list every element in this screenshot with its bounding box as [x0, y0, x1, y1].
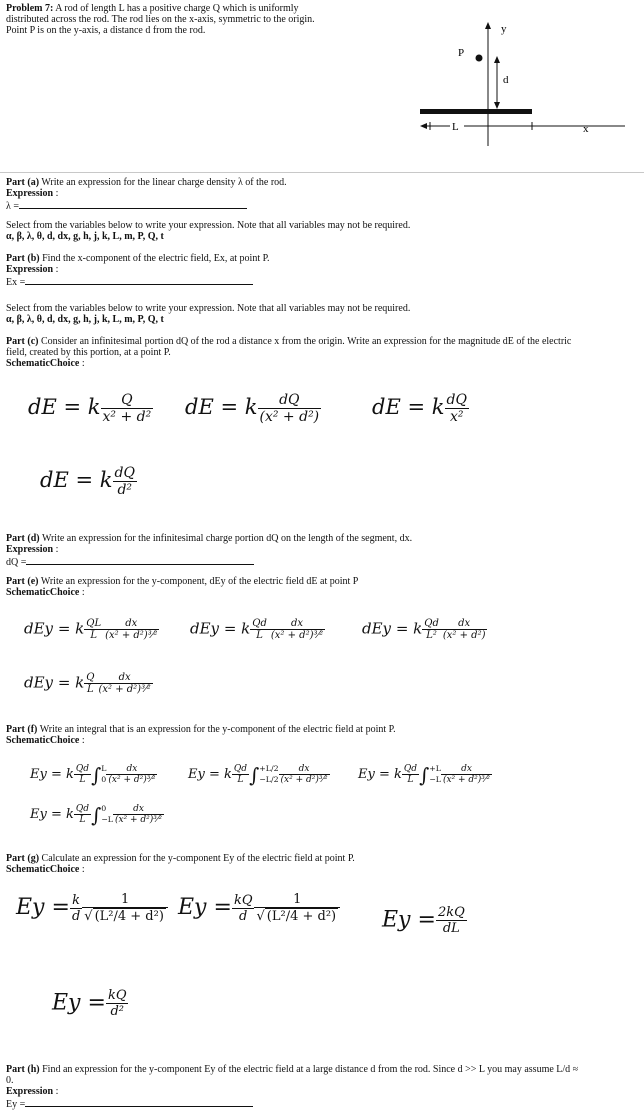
d-arrow-up-icon: [494, 56, 500, 63]
sqrt-icon: √: [84, 909, 93, 924]
eq-dx: dx: [126, 764, 138, 775]
choice-c1[interactable]: [28, 392, 153, 425]
label-l: L: [452, 121, 459, 133]
choice-f3[interactable]: [358, 764, 492, 787]
label-y: y: [501, 23, 507, 35]
choice-f4[interactable]: [30, 804, 164, 827]
part-c-text-1: Consider an infinitesimal portion dQ of the rod a distance x from the origin. Write an expression for the magnitude dE of the electric: [40, 336, 572, 347]
eq-equals: =: [51, 895, 70, 920]
divider: [0, 172, 644, 173]
eq-fraction: [101, 392, 154, 425]
eq-de: dE: [28, 395, 57, 419]
upper-limit: 0: [101, 804, 107, 814]
ex-answer-field[interactable]: [25, 275, 253, 285]
upper-limit: L: [101, 764, 107, 774]
part-c-text-2: field, created by this portion, at a point P.: [6, 347, 171, 358]
problem-intro-1: A rod of length L has a positive charge Q which is uniformly: [55, 3, 299, 14]
choice-g4[interactable]: [52, 988, 128, 1019]
answer-label-ey: Ey =: [6, 1099, 26, 1110]
eq-qd: Qd: [403, 764, 418, 775]
eq-fraction-2: [441, 618, 488, 641]
colon: :: [55, 264, 59, 275]
eq-q: Q: [86, 672, 95, 683]
eq-k: k: [431, 395, 445, 419]
expression-label: Expression: [6, 188, 54, 199]
eq-ey: Ey: [358, 767, 375, 783]
eq-dl: dL: [442, 921, 460, 936]
part-e-text: Write an expression for the y-component, dEy of the electric field dE at point P: [40, 576, 359, 587]
part-f-text: Write an integral that is an expression for the y-component of the electric field at point P.: [39, 724, 396, 735]
eq-equals: =: [50, 767, 62, 783]
part-g-prefix: Part (g): [6, 853, 40, 864]
eq-k: k: [224, 767, 232, 783]
colon: :: [81, 358, 85, 369]
eq-fraction-2: [279, 764, 330, 785]
part-f: [6, 724, 618, 746]
lambda-answer-field[interactable]: [19, 199, 247, 209]
eq-d: d: [239, 908, 248, 924]
colon: :: [81, 864, 85, 875]
part-f-prefix: Part (f): [6, 724, 38, 735]
eq-dey: dEy: [24, 619, 54, 638]
eq-equals: =: [208, 767, 220, 783]
eq-l2: L²: [426, 630, 437, 641]
eq-fraction-2: [82, 892, 168, 924]
eq-fraction-1: [250, 618, 269, 641]
variables-list: α, β, λ, θ, d, dx, g, h, j, k, L, m, P, Q, t: [6, 231, 164, 242]
eq-fraction: [258, 392, 322, 425]
variables-note-a: [6, 220, 618, 242]
eq-denominator: (x² + d²): [259, 409, 320, 425]
eq-denominator: (x² + d²)³⁄²: [280, 775, 328, 786]
integral-sign: ∫: [419, 764, 430, 787]
eq-ey: Ey: [16, 895, 45, 920]
eq-dq: dQ: [446, 392, 467, 408]
eq-de: dE: [185, 395, 214, 419]
choice-f1[interactable]: [30, 764, 157, 787]
eq-ql: QL: [86, 618, 102, 629]
label-p: P: [458, 47, 465, 59]
eq-k: k: [75, 673, 85, 692]
eq-dey: dEy: [24, 673, 54, 692]
eq-denominator: (x² + d²): [442, 630, 486, 641]
eq-l: L: [237, 775, 244, 786]
eq-dx: dx: [458, 618, 471, 629]
lower-limit: −L: [429, 774, 441, 784]
eq-d2: d²: [110, 1004, 124, 1019]
eq-l: L: [87, 684, 94, 695]
eq-equals: =: [63, 395, 82, 419]
part-d-prefix: Part (d): [6, 533, 40, 544]
label-d: d: [503, 74, 509, 86]
eq-denominator: x² + d²: [102, 409, 152, 425]
colon: :: [55, 544, 59, 555]
lower-limit: 0: [101, 774, 107, 784]
x-axis-arrow-left-icon: [420, 123, 427, 129]
ey-answer-field[interactable]: [25, 1097, 253, 1107]
eq-l: L: [79, 815, 86, 826]
eq-k: k: [244, 395, 258, 419]
eq-fraction-2: [106, 764, 157, 785]
eq-fraction-2: [103, 618, 159, 641]
upper-limit: +L/2: [259, 764, 279, 774]
lower-limit: −L/2: [259, 774, 279, 784]
choice-e3[interactable]: [362, 618, 487, 641]
eq-l: L: [256, 630, 263, 641]
problem-intro-3: Point P is on the y-axis, a distance d from the rod.: [6, 25, 206, 36]
eq-fraction: [436, 905, 467, 936]
eq-denominator: (x² + d²)³⁄²: [442, 775, 491, 786]
integral-limits: [429, 764, 441, 784]
eq-dx: dx: [118, 672, 131, 683]
eq-l: L: [79, 775, 86, 786]
choice-c4[interactable]: [40, 465, 137, 498]
eq-k: k: [241, 619, 251, 638]
eq-dx: dx: [291, 618, 304, 629]
expression-label: Expression: [6, 264, 54, 275]
expression-label: Expression: [6, 544, 54, 555]
eq-k: k: [75, 619, 85, 638]
choice-e2[interactable]: [190, 618, 325, 641]
select-note: Select from the variables below to write your expression. Note that all variables may not be required.: [6, 303, 411, 314]
eq-qd: Qd: [233, 764, 248, 775]
d-arrow-down-icon: [494, 102, 500, 109]
eq-equals: =: [57, 673, 71, 692]
part-a: [6, 177, 618, 212]
part-h: [6, 1064, 618, 1110]
answer-label-lambda: λ =: [6, 201, 19, 212]
select-note: Select from the variables below to write your expression. Note that all variables may not be required.: [6, 220, 411, 231]
part-d-text: Write an expression for the infinitesimal charge portion dQ on the length of the segment, dx.: [41, 533, 413, 544]
eq-one: 1: [120, 892, 130, 907]
eq-radicand: (L²/4 + d²): [266, 909, 337, 924]
eq-equals: =: [57, 619, 71, 638]
eq-fraction-1: [422, 618, 441, 641]
colon: :: [55, 1086, 59, 1097]
eq-equals: =: [395, 619, 409, 638]
eq-fraction-2: [254, 892, 340, 924]
upper-limit: +L: [429, 764, 441, 774]
choice-f2[interactable]: [188, 764, 330, 787]
part-g: [6, 853, 618, 875]
label-x: x: [583, 123, 589, 135]
eq-fraction-2: [96, 672, 152, 695]
eq-q: Q: [121, 392, 133, 408]
eq-fraction: [106, 988, 129, 1019]
eq-denominator: x²: [449, 409, 464, 425]
eq-qd: Qd: [75, 804, 90, 815]
eq-fraction: [113, 465, 137, 498]
part-h-text-2: 0.: [6, 1075, 14, 1086]
colon: :: [81, 735, 85, 746]
problem-intro-2: distributed across the rod. The rod lies on the x-axis, symmetric to the origin.: [6, 14, 315, 25]
eq-equals: =: [87, 990, 106, 1016]
rod-figure: [400, 18, 630, 148]
eq-fraction-2: [441, 764, 492, 785]
y-axis-arrow-icon: [485, 22, 491, 29]
choice-g2[interactable]: [178, 892, 340, 924]
schematic-label: SchematicChoice: [6, 358, 80, 369]
part-g-text: Calculate an expression for the y-component Ey of the electric field at point P.: [41, 853, 355, 864]
integral-sign: ∫: [91, 764, 102, 787]
eq-dx: dx: [461, 764, 472, 775]
eq-dx: dx: [125, 618, 138, 629]
choice-g3[interactable]: [382, 905, 467, 936]
eq-qd: Qd: [75, 764, 90, 775]
dq-answer-field[interactable]: [26, 555, 254, 565]
eq-fraction-1: [84, 672, 96, 695]
eq-dq: dQ: [114, 465, 135, 481]
answer-label-ex: Ex =: [6, 277, 26, 288]
part-a-prefix: Part (a): [6, 177, 40, 188]
eq-dq: dQ: [279, 392, 300, 408]
choice-c3[interactable]: [372, 392, 469, 425]
eq-ey: Ey: [188, 767, 205, 783]
choice-c2[interactable]: [185, 392, 321, 425]
eq-k: k: [66, 767, 74, 783]
eq-ey: Ey: [382, 907, 411, 933]
eq-fraction-2: [269, 618, 325, 641]
eq-equals: =: [378, 767, 390, 783]
eq-equals: =: [223, 619, 237, 638]
part-e: [6, 576, 618, 598]
eq-denominator: (x² + d²)³⁄²: [270, 630, 324, 641]
sqrt-icon: √: [256, 909, 265, 924]
part-b-text: Find the x-component of the electric field, Ex, at point P.: [42, 253, 270, 264]
part-d: [6, 533, 618, 568]
eq-fraction-1: [74, 804, 91, 825]
eq-k: k: [99, 468, 113, 492]
choice-e1[interactable]: [24, 618, 159, 641]
eq-fraction-1: [232, 893, 255, 924]
eq-de: dE: [40, 468, 69, 492]
eq-equals: =: [407, 395, 426, 419]
schematic-label: SchematicChoice: [6, 735, 80, 746]
variables-list: α, β, λ, θ, d, dx, g, h, j, k, L, m, P, Q, t: [6, 314, 164, 325]
eq-2kq: 2kQ: [437, 905, 465, 920]
integral-limits: [101, 804, 113, 824]
lower-limit: −L: [101, 814, 113, 824]
eq-equals: =: [50, 807, 62, 823]
eq-ey: Ey: [52, 990, 81, 1016]
schematic-label: SchematicChoice: [6, 864, 80, 875]
eq-fraction-1: [70, 893, 82, 924]
eq-equals: =: [220, 395, 239, 419]
eq-dx: dx: [298, 764, 310, 775]
part-h-prefix: Part (h): [6, 1064, 40, 1075]
eq-l: L: [90, 630, 97, 641]
expression-label: Expression: [6, 1086, 54, 1097]
schematic-label: SchematicChoice: [6, 587, 80, 598]
eq-denominator: (x² + d²)³⁄²: [108, 775, 156, 786]
eq-one: 1: [293, 892, 302, 907]
eq-de: dE: [372, 395, 401, 419]
choice-g1[interactable]: [16, 892, 168, 924]
eq-l: L: [407, 775, 414, 786]
integral-sign: ∫: [91, 804, 102, 827]
part-e-prefix: Part (e): [6, 576, 39, 587]
eq-denominator: d²: [117, 482, 133, 498]
eq-ey: Ey: [30, 807, 47, 823]
point-p: [476, 55, 483, 62]
problem-heading: Problem 7:: [6, 3, 54, 14]
eq-denominator: (x² + d²)³⁄²: [98, 684, 151, 695]
part-c-prefix: Part (c): [6, 336, 39, 347]
eq-fraction: [445, 392, 469, 425]
eq-fraction-1: [402, 764, 419, 785]
eq-k: k: [66, 807, 74, 823]
eq-qd: Qd: [252, 618, 267, 629]
eq-fraction-2: [113, 804, 164, 825]
charged-rod: [420, 109, 532, 114]
eq-dey: dEy: [362, 619, 392, 638]
eq-k: k: [87, 395, 101, 419]
eq-equals: =: [213, 895, 232, 920]
eq-qd: Qd: [424, 618, 439, 629]
part-h-text-1: Find an expression for the y-component Ey of the electric field at a large distance d from the rod. Since d >> L you may assume L/d ≈: [42, 1064, 579, 1075]
colon: :: [81, 587, 85, 598]
integral-sign: ∫: [249, 764, 260, 787]
eq-ey: Ey: [30, 767, 47, 783]
part-a-text: Write an expression for the linear charge density λ of the rod.: [41, 177, 287, 188]
eq-radicand: (L²/4 + d²): [94, 909, 164, 924]
choice-e4[interactable]: [24, 672, 153, 695]
eq-fraction-1: [74, 764, 91, 785]
eq-dx: dx: [133, 804, 144, 815]
part-c: [6, 336, 618, 369]
eq-denominator: (x² + d²)³⁄²: [114, 815, 163, 826]
eq-kq: kQ: [107, 988, 127, 1003]
part-b-prefix: Part (b): [6, 253, 40, 264]
answer-label-dq: dQ =: [6, 557, 27, 568]
eq-k: k: [72, 892, 81, 908]
eq-denominator: (x² + d²)³⁄²: [105, 630, 158, 641]
eq-ey: Ey: [178, 895, 207, 920]
part-b: [6, 253, 618, 288]
eq-k: k: [413, 619, 423, 638]
eq-kq: kQ: [233, 892, 253, 908]
integral-limits: [259, 764, 278, 784]
eq-dey: dEy: [190, 619, 220, 638]
variables-note-b: [6, 303, 618, 325]
eq-d: d: [71, 908, 81, 924]
colon: :: [55, 188, 59, 199]
eq-fraction-1: [84, 618, 103, 641]
eq-fraction-1: [232, 764, 249, 785]
eq-equals: =: [75, 468, 94, 492]
eq-equals: =: [417, 907, 436, 933]
eq-k: k: [394, 767, 402, 783]
